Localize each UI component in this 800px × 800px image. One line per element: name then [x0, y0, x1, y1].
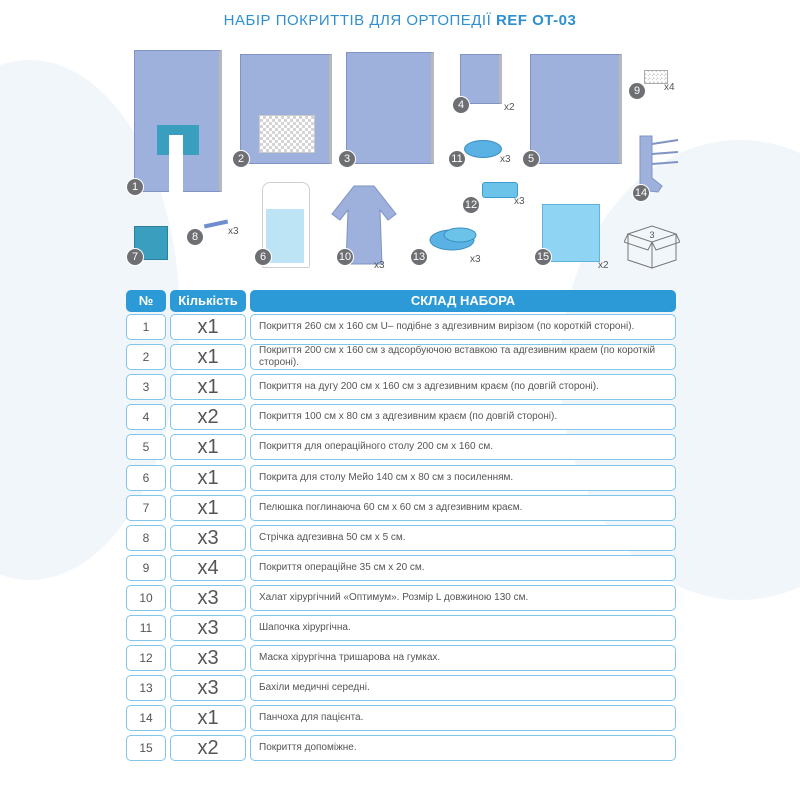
item-badge-2: 2 — [232, 150, 250, 168]
row-quantity: x3 — [170, 645, 246, 671]
item-badge-3: 3 — [338, 150, 356, 168]
item-4-small-drape — [460, 54, 502, 104]
row-description: Панчоха для пацієнта. — [250, 705, 676, 731]
row-description: Покриття 100 см х 80 см з адгезивним краєм (по довгій стороні). — [250, 404, 676, 430]
u-slot — [169, 135, 183, 193]
item-badge-10: 10 — [336, 248, 354, 266]
row-number: 2 — [126, 344, 166, 370]
absorbent-insert — [259, 115, 315, 153]
item-8-quantity: x3 — [228, 226, 239, 237]
row-quantity: x1 — [170, 314, 246, 340]
row-number: 11 — [126, 615, 166, 641]
header-quantity: Кількість — [170, 290, 246, 312]
item-5-table-cover — [530, 54, 622, 164]
row-quantity: x4 — [170, 555, 246, 581]
row-description: Покриття 260 см х 160 см U– подібне з адгезивним вирізом (по короткій стороні). — [250, 314, 676, 340]
item-badge-15: 15 — [534, 248, 552, 266]
item-12-quantity: x3 — [514, 196, 525, 207]
item-15-quantity: x2 — [598, 260, 609, 271]
row-quantity: x2 — [170, 735, 246, 761]
row-description: Халат хірургічний «Оптимум». Розмір L довжиною 130 см. — [250, 585, 676, 611]
item-1-u-drape — [134, 50, 222, 192]
item-9-quantity: x4 — [664, 82, 675, 93]
item-13-quantity: x3 — [470, 254, 481, 265]
item-badge-11: 11 — [448, 150, 466, 168]
row-quantity: x1 — [170, 344, 246, 370]
row-number: 14 — [126, 705, 166, 731]
row-description: Покриття допоміжне. — [250, 735, 676, 761]
item-badge-7: 7 — [126, 248, 144, 266]
row-number: 9 — [126, 555, 166, 581]
row-number: 12 — [126, 645, 166, 671]
row-quantity: x2 — [170, 404, 246, 430]
row-number: 10 — [126, 585, 166, 611]
row-number: 4 — [126, 404, 166, 430]
row-quantity: x3 — [170, 615, 246, 641]
item-2-absorbent-drape — [240, 54, 332, 164]
item-badge-6: 6 — [254, 248, 272, 266]
item-badge-8: 8 — [186, 228, 204, 246]
row-quantity: x3 — [170, 675, 246, 701]
row-description: Покриття 200 см х 160 см з адсорбуючою вставкою та адгезивним краем (по короткій стороні). — [250, 344, 676, 370]
item-badge-14: 14 — [632, 184, 650, 202]
row-number: 7 — [126, 495, 166, 521]
row-number: 5 — [126, 434, 166, 460]
header-number: № — [126, 290, 166, 312]
row-description: Пелюшка поглинаюча 60 см х 60 см з адгезивним краєм. — [250, 495, 676, 521]
row-description: Бахіли медичні середні. — [250, 675, 676, 701]
row-quantity: x1 — [170, 705, 246, 731]
row-quantity: x1 — [170, 465, 246, 491]
row-quantity: x1 — [170, 434, 246, 460]
row-number: 8 — [126, 525, 166, 551]
row-number: 13 — [126, 675, 166, 701]
item-badge-1: 1 — [126, 178, 144, 196]
title-ref: REF OT-03 — [495, 12, 577, 29]
item-11-quantity: x3 — [500, 154, 511, 165]
item-11-surgical-cap — [464, 140, 502, 158]
item-4-quantity: x2 — [504, 102, 515, 113]
row-description: Покриття для операційного столу 200 см х 160 см. — [250, 434, 676, 460]
row-description: Покриття на дугу 200 см х 160 см з адгезивним краєм (по довгій стороні). — [250, 374, 676, 400]
item-10-quantity: x3 — [374, 260, 385, 271]
row-quantity: x1 — [170, 374, 246, 400]
row-description: Покрита для столу Мейо 140 см х 80 см з посиленням. — [250, 465, 676, 491]
row-description: Покриття операційне 35 см х 20 см. — [250, 555, 676, 581]
row-quantity: x3 — [170, 585, 246, 611]
item-3-arc-drape — [346, 52, 434, 164]
item-badge-9: 9 — [628, 82, 646, 100]
row-description: Стрічка адгезивна 50 см х 5 см. — [250, 525, 676, 551]
row-quantity: x1 — [170, 495, 246, 521]
row-number: 1 — [126, 314, 166, 340]
header-contents: СКЛАД НАБОРА — [250, 290, 676, 312]
item-13-shoe-covers — [426, 224, 480, 254]
row-quantity: x3 — [170, 525, 246, 551]
item-badge-4: 4 — [452, 96, 470, 114]
row-number: 6 — [126, 465, 166, 491]
page-title — [0, 12, 800, 29]
item-badge-12: 12 — [462, 196, 480, 214]
box-label: 3 — [649, 230, 655, 240]
row-number: 15 — [126, 735, 166, 761]
item-badge-5: 5 — [522, 150, 540, 168]
box-icon — [624, 222, 680, 272]
row-number: 3 — [126, 374, 166, 400]
row-description: Маска хірургічна тришарова на гумках. — [250, 645, 676, 671]
item-badge-13: 13 — [410, 248, 428, 266]
item-12-surgical-mask — [482, 182, 518, 198]
title-text: НАБІР ПОКРИТТІВ ДЛЯ ОРТОПЕДІЇ — [223, 12, 492, 29]
row-description: Шапочка хірургічна. — [250, 615, 676, 641]
item-8-adhesive-tape — [204, 220, 228, 229]
